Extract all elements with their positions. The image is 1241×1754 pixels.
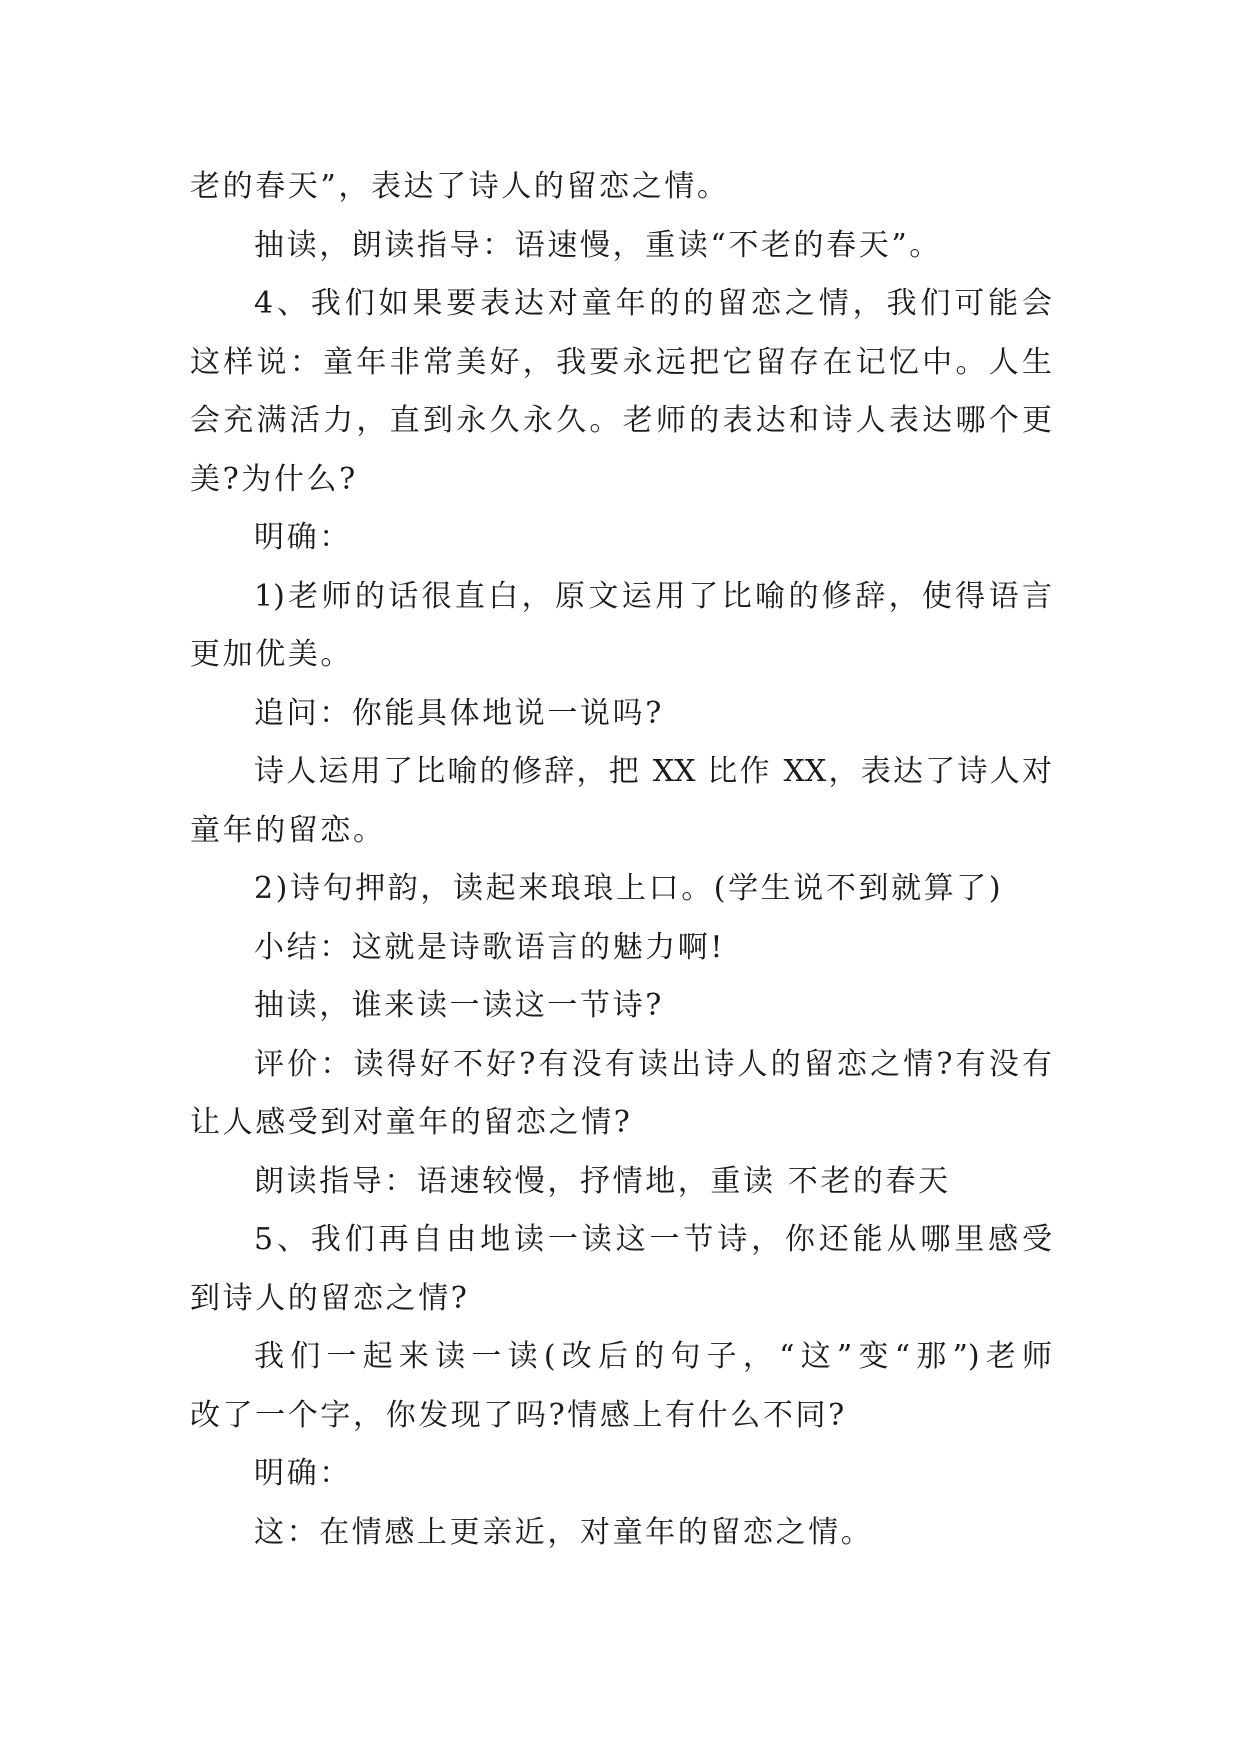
paragraph-line: 这：在情感上更亲近，对童年的留恋之情。 (254, 1514, 874, 1550)
paragraph-line: 4、我们如果要表达对童年的的留恋之情，我们可能会 (254, 286, 1052, 321)
paragraph-line: 小结：这就是诗歌语言的魅力啊! (254, 929, 726, 965)
paragraph-line: 会充满活力，直到永久永久。老师的表达和诗人表达哪个更 (190, 403, 1052, 438)
paragraph-line: 更加优美。 (190, 637, 353, 672)
paragraph-line: 朗读指导：语速较慢，抒情地，重读 不老的春天 (254, 1163, 951, 1199)
paragraph-line: 2)诗句押韵，读起来琅琅上口。(学生说不到就算了) (254, 871, 1004, 906)
paragraph-line: 我们一起来读一读(改后的句子，“这”变“那”)老师 (254, 1339, 1052, 1374)
paragraph-line: 评价：读得好不好?有没有读出诗人的留恋之情?有没有 (254, 1046, 1052, 1082)
paragraph-line: 诗人运用了比喻的修辞，把 XX 比作 XX，表达了诗人对 (254, 754, 1052, 789)
paragraph-line: 1)老师的话很直白，原文运用了比喻的修辞，使得语言 (254, 578, 1052, 614)
paragraph-line: 这样说：童年非常美好，我要永远把它留存在记忆中。人生 (190, 344, 1052, 380)
paragraph-line: 让人感受到对童年的留恋之情? (190, 1105, 633, 1140)
paragraph-line: 明确： (254, 520, 352, 555)
paragraph-line: 追问：你能具体地说一说吗? (254, 695, 664, 731)
paragraph-line: 5、我们再自由地读一读这一节诗，你还能从哪里感受 (254, 1222, 1052, 1257)
paragraph-line: 改了一个字，你发现了吗?情感上有什么不同? (190, 1397, 847, 1433)
paragraph-line: 童年的留恋。 (190, 812, 386, 848)
paragraph-line: 老的春天”，表达了诗人的留恋之情。 (190, 169, 730, 204)
paragraph-line: 到诗人的留恋之情? (190, 1280, 470, 1316)
paragraph-line: 抽读，朗读指导：语速慢，重读“不老的春天”。 (254, 227, 942, 263)
paragraph-line: 美?为什么? (190, 461, 358, 497)
document-body (190, 158, 1052, 1562)
paragraph-line: 明确： (254, 1456, 352, 1491)
paragraph-line: 抽读，谁来读一读这一节诗? (254, 988, 664, 1023)
